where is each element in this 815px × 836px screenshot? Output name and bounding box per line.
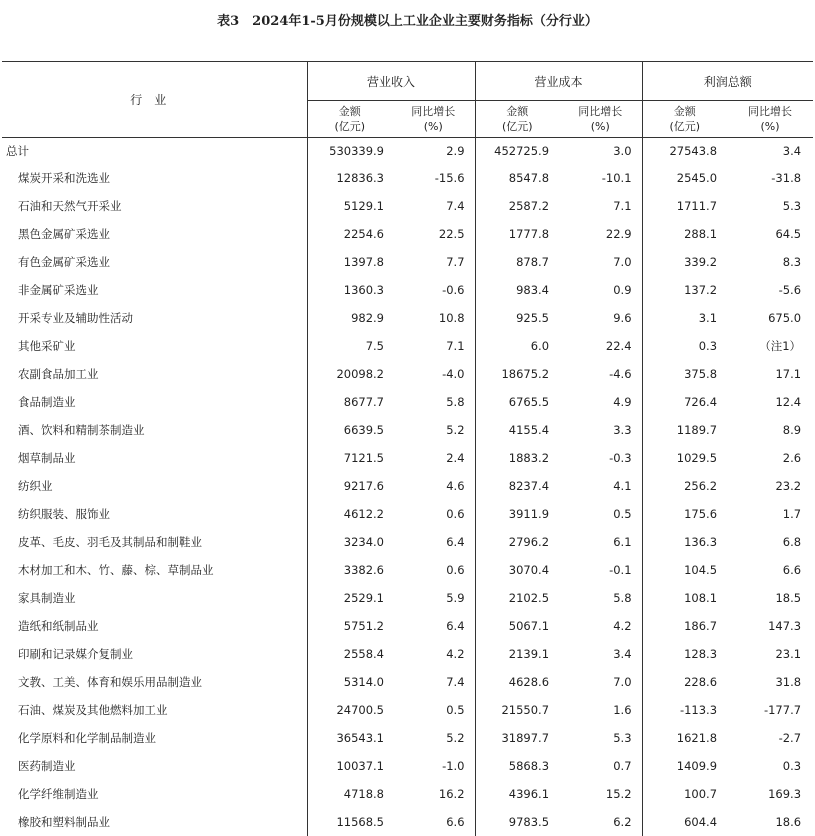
industry-name-cell: 总计	[6, 144, 29, 158]
profit-amount-cell: 2545.0	[642, 164, 727, 192]
table-row	[2, 304, 813, 332]
revenue-amount-cell: 10037.1	[307, 752, 392, 780]
profit-amount-cell: 3.1	[642, 304, 727, 332]
cost-amount-cell: 3070.4	[475, 556, 559, 584]
table-row	[2, 780, 813, 808]
table-row	[2, 640, 813, 668]
cost-growth-cell: -0.3	[609, 451, 632, 465]
industry-name-cell: 橡胶和塑料制品业	[18, 815, 110, 829]
table-title: 表3 2024年1-5月份规模以上工业企业主要财务指标（分行业）	[217, 14, 598, 29]
profit-growth-cell: -5.6	[778, 283, 802, 297]
table-row	[2, 332, 813, 360]
profit-amount-cell: 1621.8	[642, 724, 727, 752]
table-row	[2, 556, 813, 584]
header-cost: 营业成本	[475, 62, 642, 101]
profit-amount-cell: 128.3	[642, 640, 727, 668]
revenue-amount-cell: 5751.2	[307, 612, 392, 640]
revenue-amount-cell: 5314.0	[307, 668, 392, 696]
profit-amount-cell: -113.3	[642, 696, 727, 724]
cost-growth-cell: 22.4	[605, 339, 632, 353]
revenue-growth-cell: -1.0	[442, 759, 465, 773]
table-row	[2, 472, 813, 500]
cost-growth-cell: 6.1	[613, 535, 632, 549]
cost-amount-cell: 3911.9	[475, 500, 559, 528]
header-revenue-amount: 金额 (亿元)	[307, 101, 392, 138]
profit-amount-cell: 339.2	[642, 248, 727, 276]
industry-name-cell: 石油和天然气开采业	[18, 199, 122, 213]
header-cost-amount: 金额 (亿元)	[475, 101, 559, 138]
profit-growth-cell: 169.3	[768, 787, 802, 801]
revenue-amount-cell: 2529.1	[307, 584, 392, 612]
industry-name-cell: 化学纤维制造业	[18, 787, 99, 801]
profit-growth-cell: 8.9	[782, 423, 802, 437]
revenue-growth-cell: 7.7	[446, 255, 465, 269]
cost-amount-cell: 2102.5	[475, 584, 559, 612]
profit-amount-cell: 175.6	[642, 500, 727, 528]
profit-amount-cell: 1409.9	[642, 752, 727, 780]
revenue-amount-cell: 4718.8	[307, 780, 392, 808]
table-row	[2, 528, 813, 556]
industry-name-cell: 酒、饮料和精制茶制造业	[18, 423, 145, 437]
table-row	[2, 724, 813, 752]
table-row	[2, 248, 813, 276]
header-profit-amount: 金额 (亿元)	[642, 101, 727, 138]
cost-amount-cell: 8237.4	[475, 472, 559, 500]
profit-growth-cell: 5.3	[782, 199, 802, 213]
table-row	[2, 444, 813, 472]
cost-amount-cell: 452725.9	[475, 138, 559, 165]
revenue-amount-cell: 11568.5	[307, 808, 392, 836]
profit-amount-cell: 104.5	[642, 556, 727, 584]
industry-name-cell: 其他采矿业	[18, 339, 76, 353]
cost-amount-cell: 925.5	[475, 304, 559, 332]
cost-amount-cell: 21550.7	[475, 696, 559, 724]
table-row	[2, 360, 813, 388]
cost-amount-cell: 2796.2	[475, 528, 559, 556]
industry-name-cell: 非金属矿采选业	[18, 283, 99, 297]
profit-amount-cell: 27543.8	[642, 138, 727, 165]
industry-name-cell: 石油、煤炭及其他燃料加工业	[18, 703, 168, 717]
cost-growth-cell: 3.4	[613, 647, 632, 661]
revenue-amount-cell: 3382.6	[307, 556, 392, 584]
revenue-growth-cell: 10.8	[438, 311, 465, 325]
revenue-amount-cell: 1397.8	[307, 248, 392, 276]
cost-amount-cell: 2587.2	[475, 192, 559, 220]
revenue-amount-cell: 6639.5	[307, 416, 392, 444]
revenue-amount-cell: 4612.2	[307, 500, 392, 528]
cost-growth-cell: 7.1	[613, 199, 632, 213]
industry-name-cell: 家具制造业	[18, 591, 76, 605]
cost-amount-cell: 878.7	[475, 248, 559, 276]
revenue-growth-cell: 0.6	[446, 563, 465, 577]
revenue-growth-cell: 22.5	[438, 227, 465, 241]
revenue-growth-cell: -15.6	[434, 171, 465, 185]
revenue-growth-cell: 16.2	[438, 787, 465, 801]
profit-growth-cell: -2.7	[778, 731, 802, 745]
industry-name-cell: 开采专业及辅助性活动	[18, 311, 133, 325]
profit-growth-cell: 31.8	[775, 675, 802, 689]
industry-name-cell: 纺织业	[18, 479, 53, 493]
revenue-growth-cell: 2.4	[446, 451, 465, 465]
cost-growth-cell: 6.2	[613, 815, 632, 829]
profit-growth-cell: 1.7	[782, 507, 802, 521]
revenue-growth-cell: 5.2	[446, 731, 465, 745]
cost-amount-cell: 4155.4	[475, 416, 559, 444]
table-row	[2, 696, 813, 724]
table-row	[2, 164, 813, 192]
industry-name-cell: 文教、工美、体育和娱乐用品制造业	[18, 675, 202, 689]
cost-growth-cell: 22.9	[605, 227, 632, 241]
cost-amount-cell: 6.0	[475, 332, 559, 360]
profit-amount-cell: 186.7	[642, 612, 727, 640]
profit-growth-cell: 675.0	[768, 311, 802, 325]
profit-growth-cell: 2.6	[782, 451, 802, 465]
profit-growth-cell: 12.4	[775, 395, 802, 409]
profit-amount-cell: 604.4	[642, 808, 727, 836]
cost-amount-cell: 2139.1	[475, 640, 559, 668]
revenue-growth-cell: 6.4	[446, 535, 465, 549]
header-industry: 行业	[130, 93, 179, 107]
revenue-growth-cell: 4.2	[446, 647, 465, 661]
table-row	[2, 584, 813, 612]
revenue-growth-cell: 5.9	[446, 591, 465, 605]
revenue-growth-cell: 0.5	[446, 703, 465, 717]
industry-name-cell: 有色金属矿采选业	[18, 255, 110, 269]
profit-growth-cell: 8.3	[782, 255, 802, 269]
cost-growth-cell: 9.6	[613, 311, 632, 325]
revenue-growth-cell: -4.0	[442, 367, 465, 381]
industry-name-cell: 煤炭开采和洗选业	[18, 171, 110, 185]
table-row	[2, 612, 813, 640]
industry-name-cell: 皮革、毛皮、羽毛及其制品和制鞋业	[18, 535, 202, 549]
cost-growth-cell: 4.9	[613, 395, 632, 409]
industry-name-cell: 黑色金属矿采选业	[18, 227, 110, 241]
industry-name-cell: 医药制造业	[18, 759, 76, 773]
profit-growth-cell: 3.4	[782, 144, 802, 158]
header-revenue: 营业收入	[307, 62, 475, 101]
revenue-growth-cell: 2.9	[446, 144, 465, 158]
revenue-growth-cell: -0.6	[442, 283, 465, 297]
industry-name-cell: 木材加工和木、竹、藤、棕、草制品业	[18, 563, 214, 577]
revenue-growth-cell: 4.6	[446, 479, 465, 493]
industry-name-cell: 烟草制品业	[18, 451, 76, 465]
table-row	[2, 220, 813, 248]
cost-amount-cell: 1777.8	[475, 220, 559, 248]
revenue-amount-cell: 2558.4	[307, 640, 392, 668]
financial-indicators-table	[2, 61, 813, 836]
cost-growth-cell: 3.3	[613, 423, 632, 437]
revenue-growth-cell: 6.6	[446, 815, 465, 829]
revenue-amount-cell: 1360.3	[307, 276, 392, 304]
profit-amount-cell: 375.8	[642, 360, 727, 388]
cost-growth-cell: 5.8	[613, 591, 632, 605]
table-row	[2, 276, 813, 304]
header-revenue-growth: 同比增长 (%)	[411, 105, 456, 133]
profit-amount-cell: 1189.7	[642, 416, 727, 444]
revenue-amount-cell: 982.9	[307, 304, 392, 332]
revenue-amount-cell: 530339.9	[307, 138, 392, 165]
profit-growth-cell: 0.3	[782, 759, 802, 773]
header-profit: 利润总额	[642, 62, 813, 101]
revenue-amount-cell: 5129.1	[307, 192, 392, 220]
header-cost-growth: 同比增长 (%)	[578, 105, 623, 133]
industry-name-cell: 化学原料和化学制品制造业	[18, 731, 156, 745]
profit-growth-cell: 17.1	[775, 367, 802, 381]
cost-amount-cell: 4628.6	[475, 668, 559, 696]
profit-growth-cell: -31.8	[771, 171, 802, 185]
cost-growth-cell: 4.2	[613, 619, 632, 633]
profit-amount-cell: 726.4	[642, 388, 727, 416]
cost-amount-cell: 5067.1	[475, 612, 559, 640]
profit-growth-cell: 6.8	[782, 535, 802, 549]
profit-amount-cell: 1029.5	[642, 444, 727, 472]
revenue-amount-cell: 24700.5	[307, 696, 392, 724]
revenue-amount-cell: 8677.7	[307, 388, 392, 416]
cost-growth-cell: -0.1	[609, 563, 632, 577]
table-row	[2, 808, 813, 836]
profit-growth-cell: 18.6	[775, 815, 802, 829]
cost-growth-cell: 3.0	[613, 144, 632, 158]
revenue-amount-cell: 20098.2	[307, 360, 392, 388]
revenue-growth-cell: 5.2	[446, 423, 465, 437]
industry-name-cell: 农副食品加工业	[18, 367, 99, 381]
profit-amount-cell: 136.3	[642, 528, 727, 556]
profit-growth-cell: 147.3	[768, 619, 802, 633]
industry-name-cell: 造纸和纸制品业	[18, 619, 99, 633]
cost-growth-cell: 0.9	[613, 283, 632, 297]
profit-amount-cell: 256.2	[642, 472, 727, 500]
revenue-growth-cell: 7.4	[446, 199, 465, 213]
revenue-growth-cell: 7.1	[446, 339, 465, 353]
profit-amount-cell: 1711.7	[642, 192, 727, 220]
cost-amount-cell: 6765.5	[475, 388, 559, 416]
revenue-growth-cell: 7.4	[446, 675, 465, 689]
cost-amount-cell: 983.4	[475, 276, 559, 304]
profit-amount-cell: 228.6	[642, 668, 727, 696]
cost-amount-cell: 18675.2	[475, 360, 559, 388]
cost-amount-cell: 31897.7	[475, 724, 559, 752]
cost-amount-cell: 8547.8	[475, 164, 559, 192]
revenue-growth-cell: 6.4	[446, 619, 465, 633]
profit-growth-cell: -177.7	[763, 703, 802, 717]
revenue-amount-cell: 2254.6	[307, 220, 392, 248]
revenue-amount-cell: 7.5	[307, 332, 392, 360]
header-profit-growth: 同比增长 (%)	[748, 105, 793, 133]
profit-growth-cell: 18.5	[775, 591, 802, 605]
table-row	[2, 668, 813, 696]
profit-amount-cell: 288.1	[642, 220, 727, 248]
table-row	[2, 138, 813, 165]
table-row	[2, 416, 813, 444]
cost-growth-cell: 7.0	[613, 675, 632, 689]
revenue-amount-cell: 12836.3	[307, 164, 392, 192]
cost-growth-cell: 0.5	[613, 507, 632, 521]
revenue-amount-cell: 3234.0	[307, 528, 392, 556]
cost-amount-cell: 5868.3	[475, 752, 559, 780]
cost-growth-cell: 7.0	[613, 255, 632, 269]
cost-amount-cell: 4396.1	[475, 780, 559, 808]
industry-name-cell: 纺织服装、服饰业	[18, 507, 110, 521]
cost-growth-cell: 15.2	[605, 787, 632, 801]
revenue-amount-cell: 7121.5	[307, 444, 392, 472]
profit-growth-cell: 6.6	[782, 563, 802, 577]
industry-name-cell: 印刷和记录媒介复制业	[18, 647, 133, 661]
table-body	[2, 138, 813, 836]
cost-growth-cell: -4.6	[609, 367, 632, 381]
table-row	[2, 500, 813, 528]
profit-growth-cell: （注1）	[759, 339, 802, 353]
profit-amount-cell: 108.1	[642, 584, 727, 612]
profit-growth-cell: 23.2	[775, 479, 802, 493]
cost-amount-cell: 9783.5	[475, 808, 559, 836]
revenue-amount-cell: 9217.6	[307, 472, 392, 500]
profit-amount-cell: 0.3	[642, 332, 727, 360]
industry-name-cell: 食品制造业	[18, 395, 76, 409]
cost-amount-cell: 1883.2	[475, 444, 559, 472]
cost-growth-cell: 5.3	[613, 731, 632, 745]
profit-amount-cell: 137.2	[642, 276, 727, 304]
revenue-growth-cell: 0.6	[446, 507, 465, 521]
table-row	[2, 192, 813, 220]
table-row	[2, 388, 813, 416]
cost-growth-cell: -10.1	[601, 171, 632, 185]
profit-growth-cell: 23.1	[775, 647, 802, 661]
revenue-amount-cell: 36543.1	[307, 724, 392, 752]
cost-growth-cell: 0.7	[613, 759, 632, 773]
cost-growth-cell: 4.1	[613, 479, 632, 493]
table-row	[2, 752, 813, 780]
revenue-growth-cell: 5.8	[446, 395, 465, 409]
cost-growth-cell: 1.6	[613, 703, 632, 717]
profit-growth-cell: 64.5	[775, 227, 802, 241]
profit-amount-cell: 100.7	[642, 780, 727, 808]
